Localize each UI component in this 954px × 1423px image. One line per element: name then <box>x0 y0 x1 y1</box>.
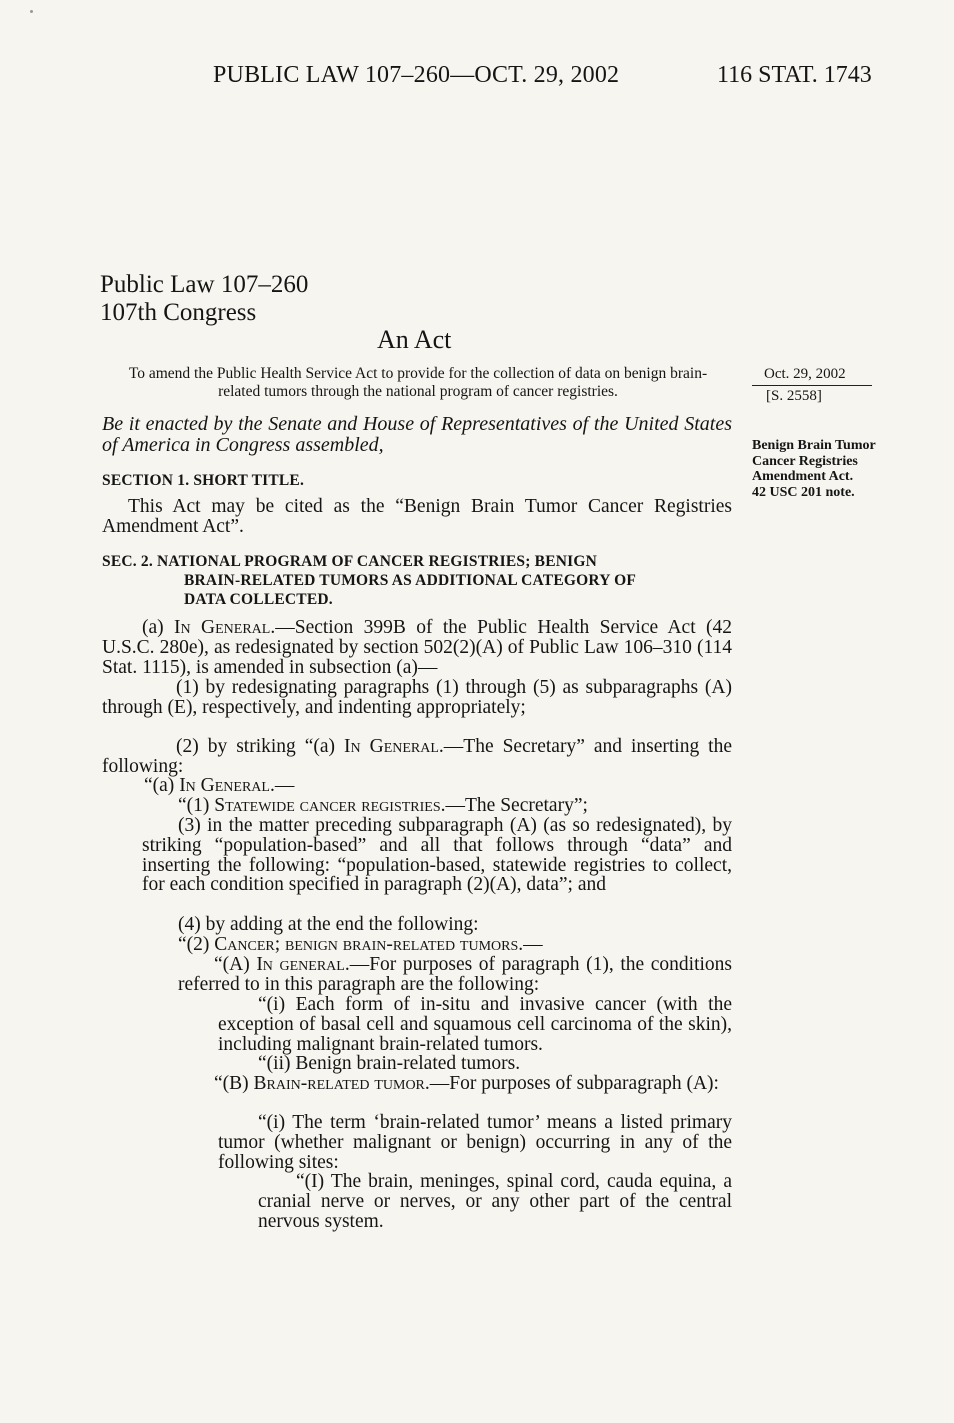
subparagraph-A-post: .—For purposes of paragraph (1), the conditions referred to in this paragraph are the following: <box>178 954 732 995</box>
section-2-heading-line2: BRAIN-RELATED TUMORS AS ADDITIONAL CATEGORY OF <box>184 572 637 589</box>
quoted-1-pre: “(1) <box>178 795 215 816</box>
paragraph-3: (3) in the matter preceding subparagraph (A) (as so redesignated), by striking “population-based” and all that follows through “data” and inserting the following: “population-based, statewide registries to collect, for each condition specified in paragraph (2)(A), data”; and <box>142 815 732 896</box>
margin-date: Oct. 29, 2002 <box>764 366 846 382</box>
quoted-subsection-a <box>144 776 734 796</box>
subclause-I: “(I) The brain, meninges, spinal cord, cauda equina, a cranial nerve or nerves, or any other part of the central nervous system. <box>258 1171 732 1232</box>
section-1-text: This Act may be cited as the “Benign Brain Tumor Cancer Registries Amendment Act”. <box>102 496 732 537</box>
quoted-1-caption: Statewide cancer registries <box>214 795 441 816</box>
public-law-number: Public Law 107–260 <box>100 271 309 298</box>
subsection-a <box>102 618 732 677</box>
paragraph-2-pre: (2) by striking “(a) <box>176 736 345 757</box>
quoted-2-post: .— <box>518 934 543 955</box>
statute-page-number: 116 STAT. 1743 <box>717 62 872 88</box>
margin-rule <box>752 385 872 386</box>
subparagraph-B-pre: “(B) <box>214 1073 254 1094</box>
scan-speck <box>30 10 33 13</box>
subparagraph-A <box>178 955 732 995</box>
paragraph-2 <box>102 737 732 777</box>
quoted-a-caption: In General <box>179 775 270 796</box>
quoted-paragraph-2 <box>178 935 734 955</box>
clause-B-i: “(i) The term ‘brain-related tumor’ means a listed primary tumor (whether malignant or benign) occurring in any of the following sites: <box>218 1112 732 1173</box>
subparagraph-A-caption: In general <box>256 954 345 975</box>
section-2-heading-line3: DATA COLLECTED. <box>184 591 333 608</box>
subparagraph-B <box>178 1074 732 1094</box>
quoted-a-post: .— <box>269 775 295 796</box>
subparagraph-A-pre: “(A) <box>214 954 257 975</box>
subsection-a-text: .—Section 399B of the Public Health Service Act (42 U.S.C. 280e), as redesignated by section 502(2)(A) of Public Law 106–310 (114 Stat. 1115), is amended in subsection (a)— <box>102 617 733 678</box>
clause-i: “(i) Each form of in-situ and invasive cancer (with the exception of basal cell and squamous cell carcinoma of the skin), including malignant brain-related tumors. <box>218 994 732 1055</box>
quoted-2-caption: Cancer; benign brain-related tumors <box>214 934 519 955</box>
paragraph-2-post: .—The Secretary” and inserting the following: <box>102 736 733 777</box>
margin-bill-number: [S. 2558] <box>766 388 822 404</box>
margin-usc-note: 42 USC 201 note. <box>752 484 855 500</box>
subsection-a-label: (a) <box>142 617 175 638</box>
section-2-heading <box>102 552 734 609</box>
paragraph-4: (4) by adding at the end the following: <box>178 914 479 935</box>
subparagraph-B-caption: Brain-related tumor <box>253 1073 425 1094</box>
act-heading: An Act <box>377 325 452 354</box>
quoted-2-pre: “(2) <box>178 934 215 955</box>
section-1-heading: SECTION 1. SHORT TITLE. <box>102 472 305 489</box>
enacting-clause: Be it enacted by the Senate and House of Representatives of the United States of America in Congress assembled, <box>102 413 732 456</box>
margin-note <box>752 438 882 500</box>
quoted-a-pre: “(a) <box>144 775 180 796</box>
paragraph-1: (1) by redesignating paragraphs (1) through (5) as subparagraphs (A) through (E), respectively, and indenting appropriately; <box>102 677 732 718</box>
paragraph-2-caption: In General <box>344 736 439 757</box>
quoted-1-post: .—The Secretary”; <box>440 795 588 816</box>
congress-number: 107th Congress <box>100 299 257 326</box>
subsection-a-caption: In General <box>174 617 271 638</box>
act-purpose: To amend the Public Health Service Act to provide for the collection of data on benign brain-related tumors through the national program of cancer registries. <box>128 365 708 400</box>
clause-ii: “(ii) Benign brain-related tumors. <box>258 1053 521 1074</box>
subparagraph-B-post: .—For purposes of subparagraph (A): <box>424 1073 719 1094</box>
quoted-paragraph-1 <box>178 796 734 816</box>
running-header: PUBLIC LAW 107–260—OCT. 29, 2002 <box>213 62 620 88</box>
margin-short-title: Benign Brain Tumor Cancer Registries Amendment Act. <box>752 438 876 484</box>
section-2-heading-line1: SEC. 2. NATIONAL PROGRAM OF CANCER REGISTRIES; BENIGN <box>102 553 598 570</box>
